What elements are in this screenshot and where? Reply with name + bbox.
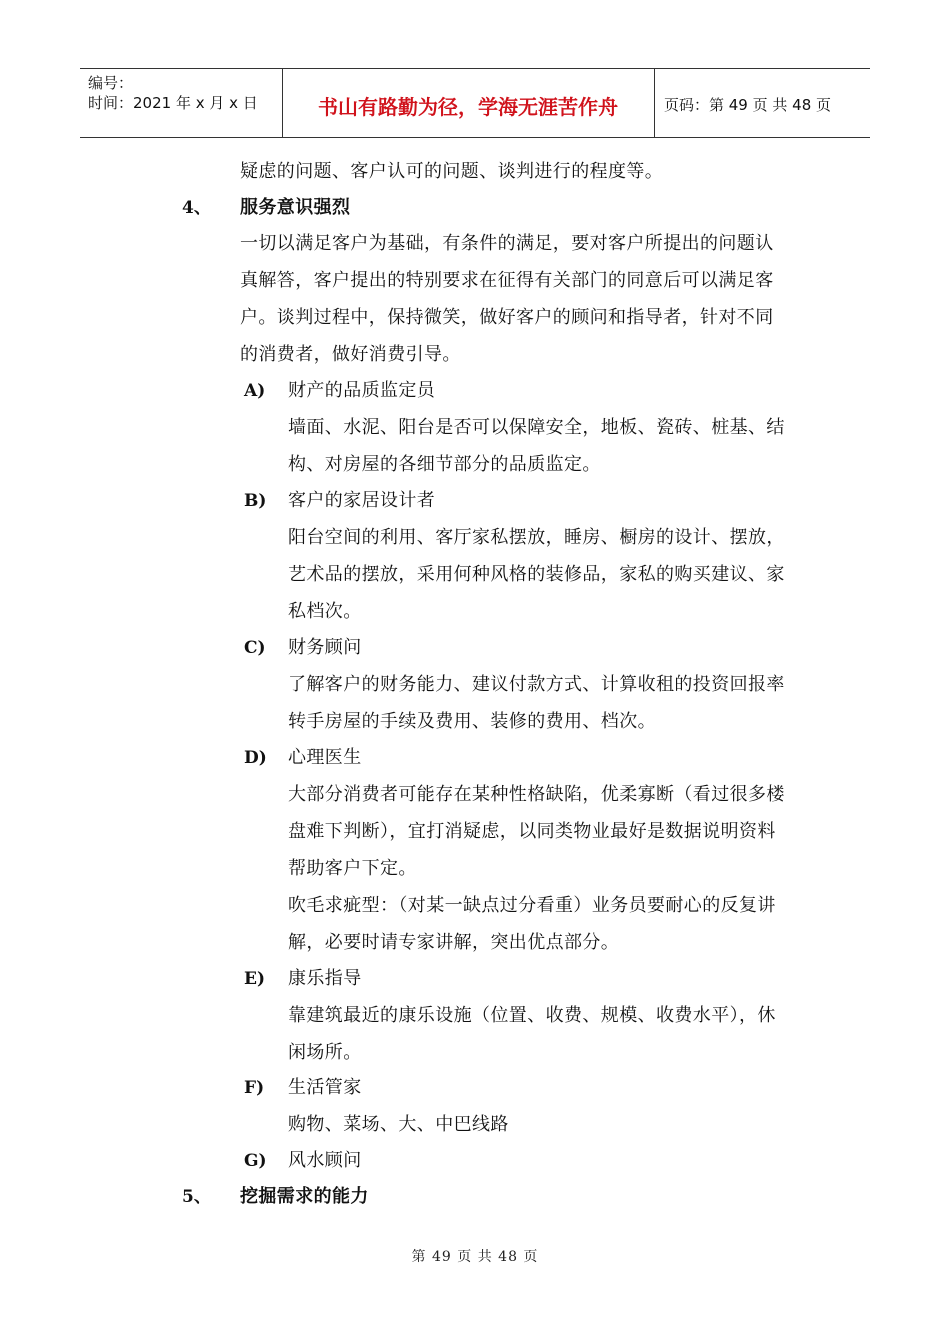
item-b-text: 私档次。 <box>288 601 362 622</box>
item-d-title: 心理医生 <box>288 747 362 768</box>
item-f-marker: F) <box>244 1078 265 1098</box>
section-4-title: 服务意识强烈 <box>240 197 351 218</box>
header-info-cell <box>80 69 283 137</box>
item-c-text: 了解客户的财务能力、建议付款方式、计算收租的投资回报率 <box>288 674 785 695</box>
item-e-title: 康乐指导 <box>288 968 362 989</box>
item-c-text: 转手房屋的手续及费用、装修的费用、档次。 <box>288 711 656 732</box>
item-b-text: 阳台空间的利用、客厅家私摆放，睡房、橱房的设计、摆放， <box>288 527 785 548</box>
section-5-number: 5、 <box>182 1187 211 1207</box>
item-a-marker: A) <box>244 381 266 401</box>
header-page-cell <box>655 69 870 137</box>
item-b-title: 客户的家居设计者 <box>288 490 436 511</box>
section-4-paragraph-line: 户。谈判过程中，保持微笑，做好客户的顾问和指导者，针对不同 <box>240 307 774 328</box>
doc-time-label: 时间：2021 年 x 月 x 日 <box>88 94 258 112</box>
doc-number-label: 编号： <box>88 74 134 92</box>
item-c-marker: C) <box>244 638 266 658</box>
item-e-text: 靠建筑最近的康乐设施（位置、收费、规模、收费水平），休 <box>288 1005 776 1026</box>
header-page-label: 页码：第 49 页 共 48 页 <box>664 96 832 114</box>
intro-line: 疑虑的问题、客户认可的问题、谈判进行的程度等。 <box>240 161 664 182</box>
item-b-text: 艺术品的摆放，采用何种风格的装修品，家私的购买建议、家 <box>288 564 785 585</box>
item-a-title: 财产的品质监定员 <box>288 380 436 401</box>
item-d-marker: D) <box>244 748 267 768</box>
item-g-title: 风水顾问 <box>288 1150 362 1171</box>
item-d-text: 大部分消费者可能存在某种性格缺陷，优柔寡断（看过很多楼 <box>288 784 785 805</box>
item-d-text: 帮助客户下定。 <box>288 858 417 879</box>
header-motto-cell <box>282 69 655 137</box>
section-5-title: 挖掘需求的能力 <box>240 1186 369 1207</box>
item-c-title: 财务顾问 <box>288 637 362 658</box>
item-e-marker: E) <box>244 969 266 989</box>
item-a-text: 构、对房屋的各细节部分的品质监定。 <box>288 454 601 475</box>
page-footer: 第 49 页 共 48 页 <box>411 1249 539 1265</box>
item-b-marker: B) <box>244 491 267 511</box>
header-motto: 书山有路勤为径，学海无涯苦作舟 <box>318 95 618 119</box>
section-4-number: 4、 <box>182 198 211 218</box>
item-g-marker: G) <box>244 1151 267 1171</box>
section-4-paragraph-line: 一切以满足客户为基础，有条件的满足，要对客户所提出的问题认 <box>240 233 774 254</box>
item-e-text: 闲场所。 <box>288 1042 362 1063</box>
item-d-text: 解，必要时请专家讲解，突出优点部分。 <box>288 932 620 953</box>
item-f-text: 购物、菜场、大、中巴线路 <box>288 1114 509 1135</box>
item-f-title: 生活管家 <box>288 1077 362 1098</box>
item-a-text: 墙面、水泥、阳台是否可以保障安全，地板、瓷砖、桩基、结 <box>288 417 785 438</box>
item-d-text: 吹毛求疵型：（对某一缺点过分看重）业务员要耐心的反复讲 <box>288 895 776 916</box>
page-header <box>80 68 870 138</box>
section-4-paragraph-line: 的消费者，做好消费引导。 <box>240 344 461 365</box>
section-4-paragraph-line: 真解答，客户提出的特别要求在征得有关部门的同意后可以满足客 <box>240 270 774 291</box>
item-d-text: 盘难下判断），宜打消疑虑，以同类物业最好是数据说明资料 <box>288 821 776 842</box>
